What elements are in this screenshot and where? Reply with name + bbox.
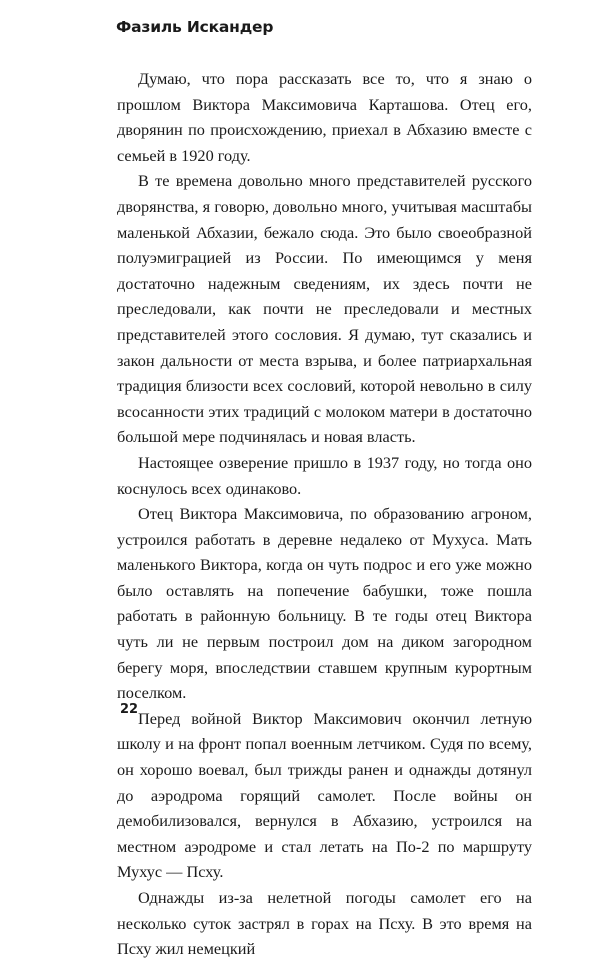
paragraph: Перед войной Виктор Максимович окончил летную школу и на фронт попал военным летчиком. Судя по всему, он хорошо воевал, был трижды ранен и однажды дотянул до аэродрома горящий самолет. После войны он демобилизовался, вернулся в Абхазию, устроился на местном аэродроме и стал летать на По-2 по маршруту Мухус — Псху. xyxy=(117,708,532,882)
paragraph: Однажды из-за нелетной погоды самолет его на несколько суток застрял в горах на Псху. В это время на Псху жил немецкий xyxy=(117,888,532,959)
paragraph: Настоящее озверение пришло в 1937 году, но тогда оно коснулось всех одинаково. xyxy=(117,452,532,498)
running-head-author: Фазиль Искандер xyxy=(116,18,274,36)
paragraph: Думаю, что пора рассказать все то, что я знаю о прошлом Виктора Максимовича Карташова. Отец его, дворянин по происхождению, приехал в Абхазию вместе с семьей в 1920 году. xyxy=(117,69,532,165)
paragraph: В те времена довольно много представителей русского дворянства, я говорю, довольно много, учитывая масштабы маленькой Абхазии, бежало сюда. Это было своеобразной полуэмиграцией из России. По имеющимся у меня достаточно надежным сведениям, их здесь почти не преследовали, как почти не преследовали и местных представителей этого сословия. Я думаю, тут сказались и закон дальности от места взрыва, и более патриархальная традиция близости всех сословий, которой невольно в силу всосанности этих традиций с молоком матери в достаточно большой мере подчинялась и новая власть. xyxy=(117,171,532,447)
body-text xyxy=(117,66,532,962)
paragraph: Отец Виктора Максимовича, по образованию агроном, устроился работать в деревне недалеко от Мухуса. Мать маленького Виктора, когда он чуть подрос и его уже можно было оставлять на попечение бабушки, тоже пошла работать в районную больницу. В те годы отец Виктора чуть ли не первым построил дом на диком загородном берегу моря, впоследствии ставшем крупным курортным поселком. xyxy=(117,504,532,703)
page-number: 22 xyxy=(120,702,139,717)
